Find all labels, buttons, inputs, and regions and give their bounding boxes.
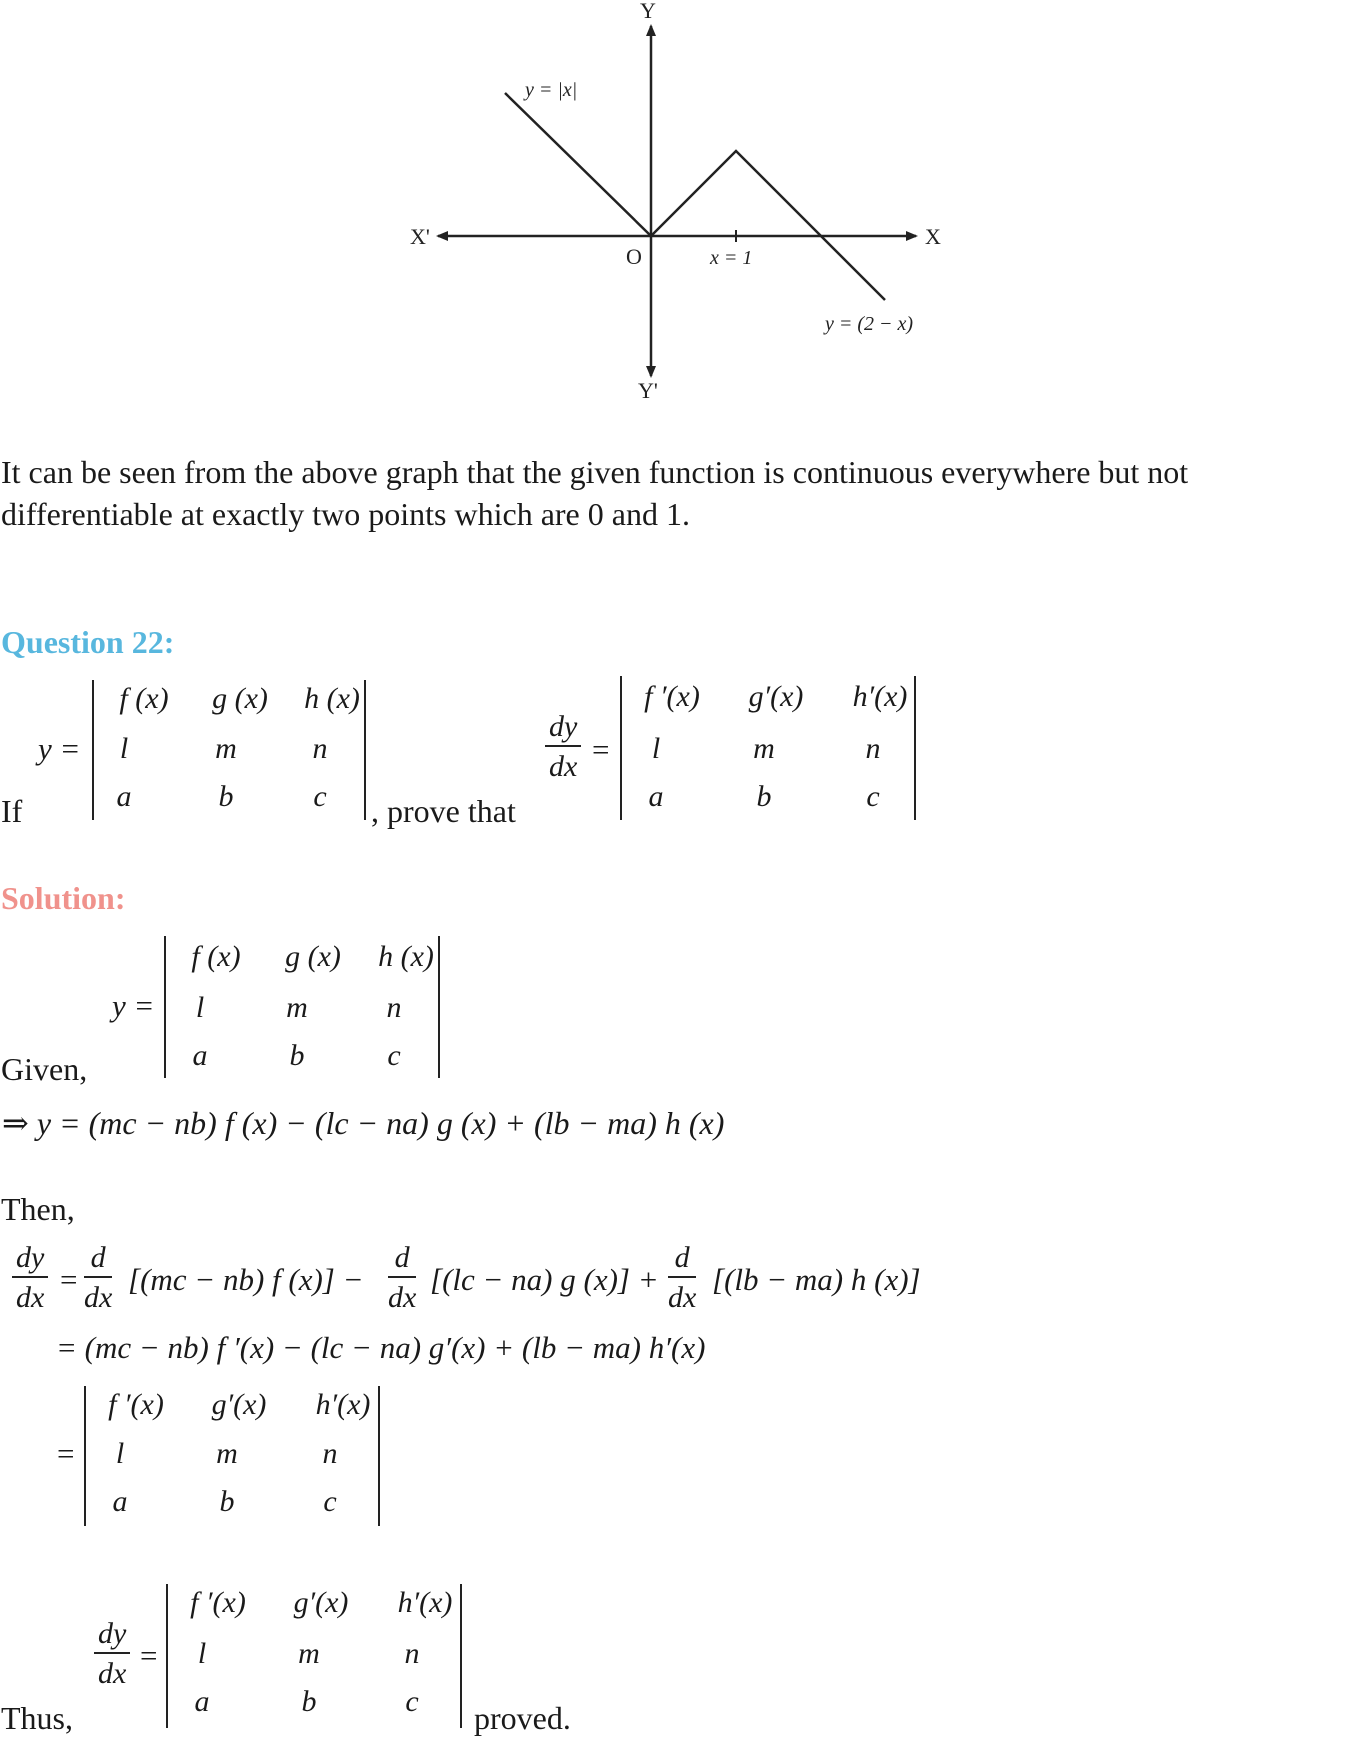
axis-label-y-bottom: Y' <box>638 378 658 403</box>
s-det-r2c2: c <box>387 1039 401 1072</box>
q-det-r2c0: a <box>116 780 132 813</box>
r-det-r2c2: c <box>323 1485 337 1518</box>
s-det-r0c1: g (x) <box>285 940 341 973</box>
question-heading: Question 22: <box>1 624 175 660</box>
qd-det-r0c1: g′(x) <box>748 680 804 713</box>
r-det-r1c2: n <box>322 1437 338 1470</box>
graph <box>0 0 1353 420</box>
q-deriv-equals: = <box>592 732 610 767</box>
t-det-r1c2: n <box>404 1637 420 1670</box>
then-equals: = <box>60 1262 78 1297</box>
question-y-equals: y = <box>38 731 81 766</box>
axis-label-x-left: X' <box>410 224 430 249</box>
then-word: Then, <box>1 1191 75 1227</box>
t-det-r2c1: b <box>301 1685 317 1718</box>
curve-label-linear: y = (2 − x) <box>825 313 914 335</box>
r-det-r0c2: h′(x) <box>315 1388 371 1421</box>
derivative-result-line: = (mc − nb) f ′(x) − (lc − na) g′(x) + (lb − ma) h′(x) <box>56 1330 706 1365</box>
tick-label: x = 1 <box>710 247 753 269</box>
thus-dydx: $\frac{dy}{dx}$ <box>94 1616 130 1694</box>
q-det-r0c1: g (x) <box>212 682 268 715</box>
expansion-line: ⇒ y = (mc − nb) f (x) − (lc − na) g (x) + (lb − ma) h (x) <box>2 1105 725 1141</box>
s-det-r0c2: h (x) <box>378 940 434 973</box>
axis-label-y-top: Y <box>640 0 656 23</box>
solution-heading: Solution: <box>1 880 126 916</box>
r-det-r1c1: m <box>216 1437 238 1470</box>
qd-det-r1c2: n <box>865 732 881 765</box>
q-det-r2c2: c <box>313 780 327 813</box>
question-determinant <box>92 680 366 820</box>
axis-label-x-right: X <box>925 224 941 249</box>
q-det-r1c1: m <box>215 732 237 765</box>
then-dydx: $\frac{dy}{dx}$ <box>12 1240 48 1318</box>
solution-y-equals: y = <box>112 988 155 1023</box>
prove-that-text: , prove that <box>371 793 516 829</box>
s-det-r2c0: a <box>192 1039 208 1072</box>
s-det-r1c1: m <box>286 991 308 1024</box>
term-1: [(mc − nb) f (x)] − <box>128 1262 364 1297</box>
qd-det-r2c1: b <box>756 780 772 813</box>
qd-det-r2c2: c <box>866 780 880 813</box>
if-word: If <box>1 793 23 829</box>
curve-label-abs: y = |x| <box>525 79 578 101</box>
q-det-r1c2: n <box>312 732 328 765</box>
solution-determinant <box>164 936 440 1078</box>
q-det-r1c0: l <box>119 732 129 765</box>
term-2: [(lc − na) g (x)] + <box>430 1262 659 1297</box>
r-det-r2c0: a <box>112 1485 128 1518</box>
result-determinant <box>84 1386 380 1526</box>
qd-det-r1c1: m <box>753 732 775 765</box>
origin-label: O <box>626 244 642 269</box>
q-deriv-den: dx <box>549 750 578 783</box>
r-det-r1c0: l <box>115 1437 125 1470</box>
proved-word: proved. <box>474 1700 571 1736</box>
q-det-r0c2: h (x) <box>304 682 360 715</box>
t-det-r0c1: g′(x) <box>293 1586 349 1619</box>
qd-det-r2c0: a <box>648 780 664 813</box>
t-det-r1c0: l <box>197 1637 207 1670</box>
qd-det-r1c0: l <box>651 732 661 765</box>
t-det-r1c1: m <box>298 1637 320 1670</box>
d-dx-2: $\frac{d}{dx}$ <box>388 1241 417 1314</box>
t-det-r0c2: h′(x) <box>397 1586 453 1619</box>
q-det-r2c1: b <box>218 780 234 813</box>
q-det-r0c0: f (x) <box>119 682 169 715</box>
given-word: Given, <box>1 1051 88 1087</box>
thus-word: Thus, <box>1 1700 73 1736</box>
r-det-r0c0: f ′(x) <box>108 1388 164 1421</box>
term-3: [(lb − ma) h (x)] <box>712 1262 921 1297</box>
q-deriv-num: dy <box>545 709 581 747</box>
r-det-r2c1: b <box>219 1485 235 1518</box>
t-det-r2c2: c <box>405 1685 419 1718</box>
conclusion-line-1: It can be seen from the above graph that the given function is continuous everywhere but not <box>1 454 1189 490</box>
t-det-r0c0: f ′(x) <box>190 1586 246 1619</box>
question-derivative <box>545 709 581 787</box>
thus-determinant <box>166 1584 462 1728</box>
thus-equals: = <box>140 1638 158 1673</box>
s-det-r1c0: l <box>195 991 205 1024</box>
r-det-r0c1: g′(x) <box>211 1388 267 1421</box>
s-det-r0c0: f (x) <box>191 940 241 973</box>
qd-det-r0c2: h′(x) <box>852 680 908 713</box>
t-det-r2c0: a <box>194 1685 210 1718</box>
function-curve <box>505 93 885 300</box>
question-derivative-determinant <box>620 676 916 820</box>
equals-det: = <box>57 1436 75 1471</box>
qd-det-r0c0: f ′(x) <box>644 680 700 713</box>
conclusion-line-2: differentiable at exactly two points which are 0 and 1. <box>1 496 690 532</box>
s-det-r1c2: n <box>386 991 402 1024</box>
s-det-r2c1: b <box>289 1039 305 1072</box>
d-dx-1: $\frac{d}{dx}$ <box>84 1241 113 1314</box>
d-dx-3: $\frac{d}{dx}$ <box>668 1241 697 1314</box>
